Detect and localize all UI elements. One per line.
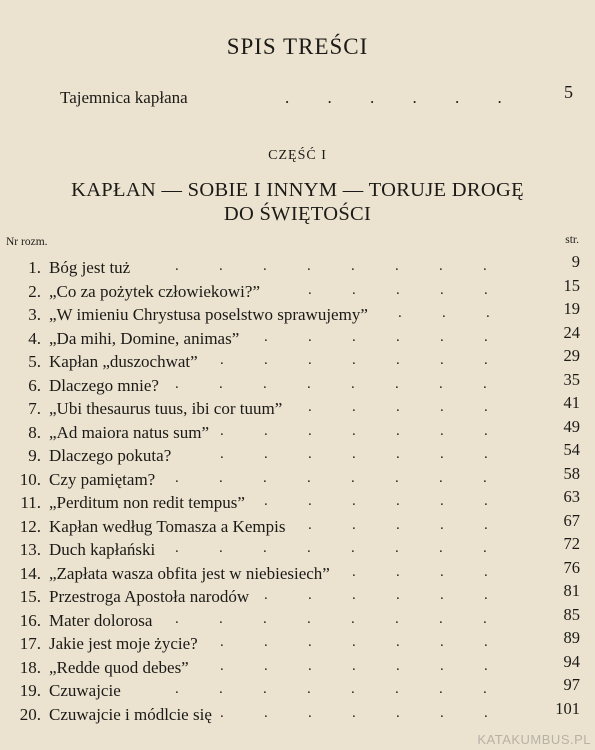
entry-title: Kapłan „duszochwat” [49, 352, 198, 371]
entry-number: 20. [19, 704, 41, 724]
entry-title: „Ubi thesaurus tuus, ibi cor tuum” [49, 399, 283, 418]
entry-number: 11. [20, 493, 41, 512]
entry-title: „Perditum non redit tempus” [49, 493, 245, 512]
watermark: KATAKUMBUS.PL [477, 732, 591, 747]
entry-page-number: 94 [563, 651, 580, 671]
entry-title: „Da mihi, Domine, animas” [49, 328, 240, 348]
toc-entry: 8. „Ad maiora natus sum” . . . . . . . 49 [0, 423, 595, 447]
part-label: CZĘŚĆ I [268, 148, 327, 163]
entry-number: 12. [19, 516, 41, 536]
entry-page-number: 63 [563, 487, 580, 506]
intro-label: Tajemnica kapłana [60, 88, 188, 107]
entry-number: 10. [19, 469, 41, 489]
dot-leader: . . . . . . [285, 88, 502, 107]
entry-number: 5. [28, 352, 41, 371]
entry-title: Czuwajcie [49, 681, 121, 700]
toc-entry: 6. Dlaczego mnie? . . . . . . . . 35 [0, 376, 595, 400]
toc-entry: 5. Kapłan „duszochwat” . . . . . . . 29 [0, 352, 595, 376]
entry-number: 14. [19, 563, 41, 583]
toc-entry: 15. Przestroga Apostoła narodów . . . . . . 81 [0, 587, 595, 611]
entry-page-number: 24 [563, 322, 580, 342]
toc-entry: 12. Kapłan według Tomasza a Kempis . . . . . 67 [0, 517, 595, 541]
column-label-page: str. [565, 234, 579, 246]
toc-entry: 17. Jakie jest moje życie? . . . . . . . 89 [0, 634, 595, 658]
heading-line-2: DO ŚWIĘTOŚCI [223, 203, 372, 225]
entry-page-number: 54 [563, 440, 580, 459]
toc-list [0, 252, 595, 728]
entry-page-number: 58 [563, 463, 580, 483]
toc-entry: 7. „Ubi thesaurus tuus, ibi cor tuum” . . . . . 41 [0, 399, 595, 423]
entry-number: 15. [19, 587, 41, 606]
toc-entry: 11. „Perditum non redit tempus” . . . . . . 63 [0, 493, 595, 517]
entry-title: Dlaczego mnie? [49, 375, 159, 395]
entry-page-number: 89 [563, 628, 580, 647]
entry-page-number: 35 [563, 369, 580, 389]
entry-title: Bóg jest tuż [49, 258, 131, 277]
entry-page-number: 85 [563, 604, 580, 624]
entry-page-number: 15 [563, 275, 580, 295]
entry-number: 16. [19, 610, 41, 630]
toc-entry: 19. Czuwajcie . . . . . . . . 97 [0, 681, 595, 705]
entry-number: 2. [28, 281, 41, 301]
toc-entry: 20. Czuwajcie i módlcie się . . . . . . . 101 [0, 705, 595, 729]
entry-page-number: 76 [563, 557, 580, 577]
column-label-number: Nr rozm. [6, 236, 48, 248]
entry-page-number: 9 [571, 252, 580, 271]
entry-title: „Ad maiora natus sum” [49, 422, 210, 442]
entry-number: 9. [28, 446, 41, 465]
toc-entry: 10. Czy pamiętam? . . . . . . . . 58 [0, 470, 595, 494]
entry-number: 19. [19, 681, 41, 700]
intro-page-number: 5 [564, 82, 573, 102]
entry-page-number: 101 [555, 698, 580, 718]
entry-page-number: 19 [563, 299, 580, 318]
entry-title: „Zapłata wasza obfita jest w niebiesiech” [49, 563, 330, 583]
entry-page-number: 97 [563, 675, 580, 694]
entry-title: „W imieniu Chrystusa poselstwo sprawujemy” [49, 305, 368, 324]
intro-entry [60, 82, 573, 110]
toc-entry: 4. „Da mihi, Domine, animas” . . . . . . 24 [0, 329, 595, 353]
entry-number: 1. [28, 258, 41, 277]
entry-number: 7. [28, 399, 41, 418]
entry-title: Jakie jest moje życie? [49, 634, 198, 653]
entry-title: „Redde quod debes” [49, 657, 189, 677]
entry-number: 17. [19, 634, 41, 653]
entry-number: 18. [19, 657, 41, 677]
entry-title: Czy pamiętam? [49, 469, 156, 489]
toc-entry: 9. Dlaczego pokuta? . . . . . . . 54 [0, 446, 595, 470]
entry-page-number: 67 [563, 510, 580, 530]
entry-number: 13. [19, 540, 41, 559]
toc-entry: 1. Bóg jest tuż . . . . . . . . 9 [0, 258, 595, 282]
part-heading [40, 178, 555, 226]
toc-entry: 13. Duch kapłański . . . . . . . . 72 [0, 540, 595, 564]
entry-title: Kapłan według Tomasza a Kempis [49, 516, 286, 536]
entry-page-number: 72 [563, 534, 580, 553]
toc-entry: 2. „Co za pożytek człowiekowi?” . . . . . 15 [0, 282, 595, 306]
entry-title: Mater dolorosa [49, 610, 153, 630]
toc-entry: 3. „W imieniu Chrystusa poselstwo sprawujemy” . . . 19 [0, 305, 595, 329]
entry-title: Przestroga Apostoła narodów [49, 587, 250, 606]
entry-title: Czuwajcie i módlcie się [49, 704, 212, 724]
toc-entry: 18. „Redde quod debes” . . . . . . . 94 [0, 658, 595, 682]
entry-page-number: 81 [563, 581, 580, 600]
entry-title: Duch kapłański [49, 540, 156, 559]
toc-entry: 14. „Zapłata wasza obfita jest w niebiesiech” . . . . 76 [0, 564, 595, 588]
entry-page-number: 49 [563, 416, 580, 436]
heading-line-1: KAPŁAN — SOBIE I INNYM — TORUJE DROGĘ [71, 179, 524, 201]
entry-number: 8. [28, 422, 41, 442]
entry-title: „Co za pożytek człowiekowi?” [49, 281, 260, 301]
toc-entry: 16. Mater dolorosa . . . . . . . . 85 [0, 611, 595, 635]
entry-number: 6. [28, 375, 41, 395]
entry-title: Dlaczego pokuta? [49, 446, 172, 465]
entry-page-number: 41 [563, 393, 580, 412]
entry-number: 3. [28, 305, 41, 324]
entry-page-number: 29 [563, 346, 580, 365]
entry-number: 4. [28, 328, 41, 348]
page-title: SPIS TREŚCI [226, 34, 369, 59]
